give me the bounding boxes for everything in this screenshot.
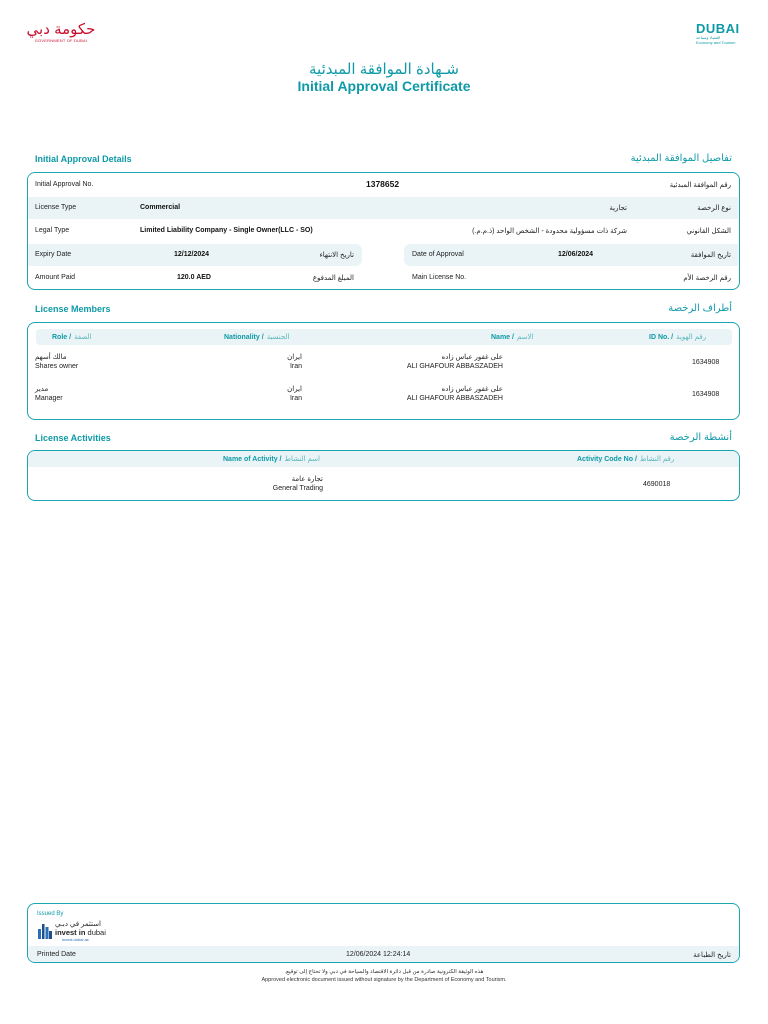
activities-section-title-arabic: أنشطة الرخصة <box>669 432 732 443</box>
col-id: ID No. / رقم الهوية <box>649 334 707 341</box>
dubai-economy-tourism-logo <box>696 22 746 48</box>
government-of-dubai-logo <box>26 22 96 48</box>
activity-name: تجارة عامة General Trading <box>272 476 323 492</box>
expiry-date-label-arabic: تاريخ الانتهاء <box>319 252 354 259</box>
printed-date-label-arabic: تاريخ الطباعة <box>693 952 731 959</box>
expiry-date-value: 12/12/2024 <box>174 251 210 258</box>
main-license-label: Main License No. <box>412 274 467 281</box>
footer-note-arabic: هذه الوثيقة الكترونية صادرة من قبل دائرة الاقتصاد والسياحة في دبي ولا تحتاج إلى توقيع. <box>284 969 484 975</box>
certificate-title: Initial Approval Certificate <box>297 78 471 94</box>
member-id: 1634908 <box>692 359 720 366</box>
license-type-label-arabic: نوع الرخصة <box>697 205 731 212</box>
expiry-date-label: Expiry Date <box>35 251 72 258</box>
dubai-logo-text: DUBAI <box>696 21 740 36</box>
details-row-band <box>28 197 738 219</box>
issued-by-label: Issued By <box>37 911 64 917</box>
main-license-label-arabic: رقم الرخصة الأم <box>683 275 731 282</box>
legal-type-value: Limited Liability Company - Single Owner(LLC - SO) <box>140 227 313 234</box>
activity-code: 4690018 <box>643 481 671 488</box>
member-role: مدير Manager <box>35 386 63 402</box>
approval-date-value: 12/06/2024 <box>558 251 594 258</box>
license-type-value-arabic: تجارية <box>609 205 627 212</box>
approval-no-label-arabic: رقم الموافقة المبدئية <box>669 182 731 189</box>
member-role: مالك أسهم Shares owner <box>35 354 79 370</box>
member-id: 1634908 <box>692 391 720 398</box>
member-nationality: ايران Iran <box>287 354 302 370</box>
member-name: على غفور عباس زاده ALI GHAFOUR ABBASZADEH <box>406 354 503 370</box>
member-name: على غفور عباس زاده ALI GHAFOUR ABBASZADEH <box>406 386 503 402</box>
license-type-label: License Type <box>35 204 77 211</box>
license-type-value: Commercial <box>140 204 181 211</box>
gov-logo-arabic: حكومة دبي <box>26 21 96 38</box>
members-table-header <box>36 329 732 345</box>
legal-type-label: Legal Type <box>35 227 70 234</box>
invest-logo-url: invest.dubai.ae <box>62 937 89 942</box>
col-name: Name / الاسم <box>491 334 534 341</box>
legal-type-label-arabic: الشكل القانوني <box>686 228 731 235</box>
skyline-icon <box>38 921 52 939</box>
invest-logo-arabic: استثمر في دبـي <box>55 921 101 928</box>
amount-paid-label-arabic: المبلغ المدفوع <box>312 275 354 282</box>
gov-logo-english: GOVERNMENT OF DUBAI <box>34 38 88 43</box>
dubai-logo-sub-ar: اقتصاد وسياحة <box>696 35 721 40</box>
col-activity-code: Activity Code No / رقم النشاط <box>577 456 675 463</box>
activities-section-title: License Activities <box>35 433 111 443</box>
amount-paid-value: 120.0 AED <box>177 274 211 281</box>
approval-no-label: Initial Approval No. <box>35 181 94 188</box>
approval-date-label-arabic: تاريخ الموافقة <box>690 252 731 259</box>
approval-no-value: 1378652 <box>366 179 400 189</box>
footer-box <box>27 903 740 963</box>
member-nationality: ايران Iran <box>287 386 302 402</box>
members-section-title-arabic: أطراف الرخصة <box>668 303 732 314</box>
activities-table <box>27 450 740 501</box>
col-activity-name: Name of Activity / اسم النشاط <box>223 456 320 463</box>
col-nationality: Nationality / الجنسية <box>224 334 290 341</box>
dubai-logo-sub-en: Economy and Tourism <box>696 40 736 45</box>
printed-date-value: 12/06/2024 12:24:14 <box>346 951 411 958</box>
col-role: Role / الصفة <box>52 334 92 341</box>
invest-logo-english: invest in dubai <box>55 928 106 937</box>
certificate-title-arabic: شـهادة الموافقة المبدئية <box>309 61 459 78</box>
amount-paid-label: Amount Paid <box>35 274 76 281</box>
footer-note-english: Approved electronic document issued without signature by the Department of Economy and Tourism. <box>261 977 507 983</box>
members-section-title: License Members <box>35 304 111 314</box>
invest-in-dubai-logo <box>38 920 118 942</box>
members-table <box>27 322 740 420</box>
details-box <box>27 172 740 290</box>
approval-date-label: Date of Approval <box>412 251 464 258</box>
legal-type-value-arabic: شركة ذات مسؤولية محدودة - الشخص الواحد (ذ.م.م.) <box>472 228 627 235</box>
details-section-title-arabic: تفاصيل الموافقة المبدئية <box>630 153 732 164</box>
details-section-title: Initial Approval Details <box>35 154 132 164</box>
activities-table-header <box>28 451 739 467</box>
printed-date-label: Printed Date <box>37 951 76 958</box>
